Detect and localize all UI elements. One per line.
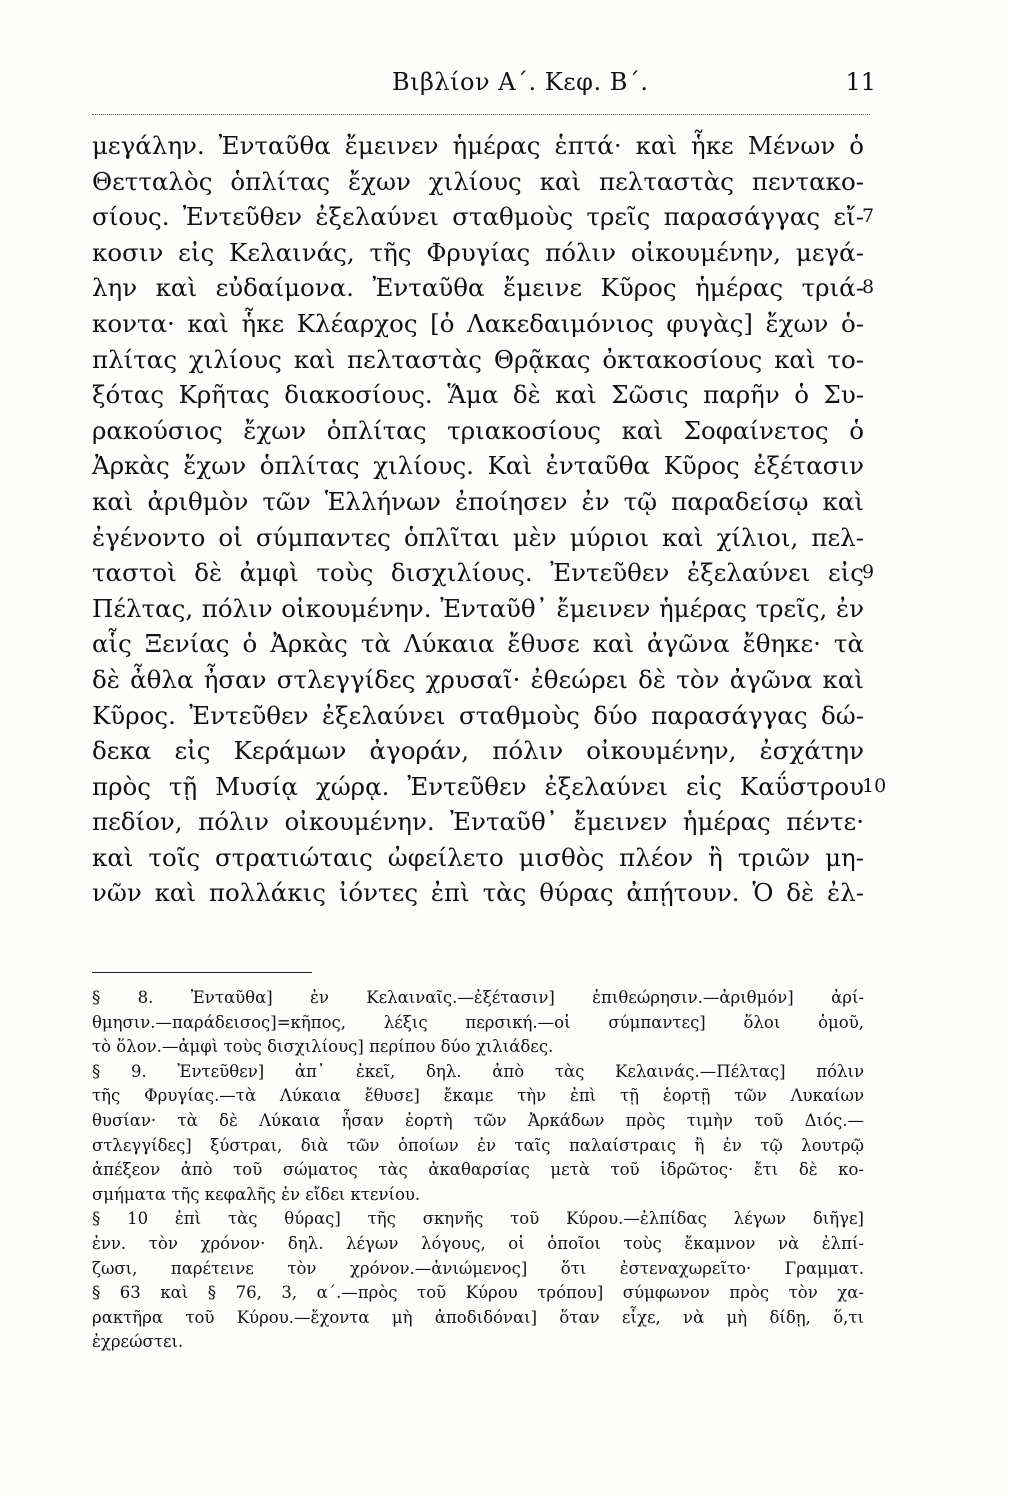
text-line: αἷς Ξενίας ὁ Ἀρκὰς τὰ Λύκαια ἔθυσε καὶ ἀγῶνα ἔθηκε· τὰ bbox=[92, 629, 864, 659]
text-line: ρακούσιος ἔχων ὁπλίτας τριακοσίους καὶ Σοφαίνετος ὁ bbox=[92, 415, 864, 445]
text-line: νῶν καὶ πολλάκις ἰόντες ἐπὶ τὰς θύρας ἀπῄτουν. Ὁ δὲ ἐλ- bbox=[92, 878, 864, 908]
text-line: ταστοὶ δὲ ἀμφὶ τοὺς δισχιλίους. Ἐντεῦθεν ἐξελαύνει εἰς 9 bbox=[92, 555, 864, 591]
text-line: μεγάλην. Ἐνταῦθα ἔμεινεν ἡμέρας ἑπτά· καὶ ἧκε Μένων ὁ bbox=[92, 131, 864, 160]
footnote-line: § 10 ἐπὶ τὰς θύρας] τῆς σκηνῆς τοῦ Κύρου.—ἐλπίδας λέγων διῆγε] bbox=[92, 1209, 864, 1229]
text-line: κοντα· καὶ ἧκε Κλέαρχος [ὁ Λακεδαιμόνιος φυγὰς] ἔχων ὁ- bbox=[92, 308, 864, 338]
footnote-line: ἀπέξεον ἀπὸ τοῦ σώματος τὰς ἀκαθαρσίας μετὰ τοῦ ἱδρῶτος· ἔτι δὲ κο- bbox=[92, 1160, 864, 1180]
footnote-line: ρακτῆρα τοῦ Κύρου.—ἔχοντα μὴ ἀποδιδόναι] ὅταν εἶχε, νὰ μὴ δίδῃ, ὅ,τι bbox=[92, 1307, 864, 1327]
footnote-line: θυσίαν· τὰ δὲ Λύκαια ἦσαν ἑορτὴ τῶν Ἀρκάδων πρὸς τιμὴν τοῦ Διός.— bbox=[92, 1110, 864, 1130]
page-number: 11 bbox=[845, 68, 876, 96]
footnote-line: ἐνν. τὸν χρόνον· δηλ. λέγων λόγους, οἱ ὁποῖοι τοὺς ἔκαμνον νὰ ἐλπί- bbox=[92, 1233, 864, 1253]
text-line: Ἀρκὰς ἔχων ὁπλίτας χιλίους. Καὶ ἐνταῦθα Κῦρος ἐξέτασιν bbox=[92, 451, 864, 481]
header-title: Βιβλίον Α΄. Κεφ. Β΄. bbox=[392, 68, 649, 96]
footnote-line: τῆς Φρυγίας.—τὰ Λύκαια ἔθυσε] ἔκαμε τὴν ἐπὶ τῇ ἑορτῇ τῶν Λυκαίων bbox=[92, 1086, 864, 1106]
main-text bbox=[92, 128, 887, 911]
footnotes bbox=[92, 986, 872, 1355]
text-line: πεδίον, πόλιν οἰκουμένην. Ἐνταῦθ᾽ ἔμεινεν ἡμέρας πέντε· bbox=[92, 807, 864, 837]
section-number: 9 bbox=[862, 561, 875, 584]
text-line: σίους. Ἐντεῦθεν ἐξελαύνει σταθμοὺς τρεῖς παρασάγγας εἴ- 7 bbox=[92, 199, 864, 235]
text-line: καὶ ἀριθμὸν τῶν Ἑλλήνων ἐποίησεν ἐν τῷ παραδείσῳ καὶ bbox=[92, 486, 864, 516]
text-line: λην καὶ εὐδαίμονα. Ἐνταῦθα ἔμεινε Κῦρος ἡμέρας τριά- 8 bbox=[92, 270, 864, 306]
text-line: Κῦρος. Ἐντεῦθεν ἐξελαύνει σταθμοὺς δύο παρασάγγας δώ- bbox=[92, 700, 864, 730]
text-line: δεκα εἰς Κεράμων ἀγοράν, πόλιν οἰκουμένην, ἐσχάτην bbox=[92, 736, 864, 766]
text-line: κοσιν εἰς Κελαινάς, τῆς Φρυγίας πόλιν οἰκουμένην, μεγά- bbox=[92, 237, 864, 267]
footnote-line: § 63 καὶ § 76, 3, α΄.—πρὸς τοῦ Κύρου τρόπου] σύμφωνον πρὸς τὸν χα- bbox=[92, 1283, 864, 1303]
footnote-line: ἐχρεώστει. bbox=[92, 1332, 184, 1352]
text-line: πρὸς τῇ Μυσίᾳ χώρᾳ. Ἐντεῦθεν ἐξελαύνει εἰς Καΰστρου 10 bbox=[92, 769, 864, 805]
text-line: ξότας Κρῆτας διακοσίους. Ἅμα δὲ καὶ Σῶσις παρῆν ὁ Συ- bbox=[92, 380, 864, 410]
section-number: 10 bbox=[862, 774, 887, 797]
footnote-rule bbox=[92, 972, 312, 973]
footnote-line: θμησιν.—παράδεισος]=κῆπος, λέξις περσική.—οἱ σύμπαντες] ὅλοι ὁμοῦ, bbox=[92, 1012, 864, 1032]
footnote-line: § 9. Ἐντεῦθεν] ἀπ᾽ ἐκεῖ, δηλ. ἀπὸ τὰς Κελαινάς.—Πέλτας] πόλιν bbox=[92, 1061, 864, 1081]
running-header bbox=[92, 68, 882, 108]
text-line: Πέλτας, πόλιν οἰκουμένην. Ἐνταῦθ᾽ ἔμεινεν ἡμέρας τρεῖς, ἐν bbox=[92, 593, 864, 623]
text-line: ἐγένοντο οἱ σύμπαντες ὁπλῖται μὲν μύριοι καὶ χίλιοι, πελ- bbox=[92, 522, 864, 552]
section-number: 7 bbox=[862, 205, 875, 228]
text-line: πλίτας χιλίους καὶ πελταστὰς Θρᾷκας ὀκτακοσίους καὶ το- bbox=[92, 344, 864, 374]
footnote-line: ζωσι, παρέτεινε τὸν χρόνον.—ἀνιώμενος] ὅτι ἐστεναχωρεῖτο· Γραμματ. bbox=[92, 1258, 864, 1278]
footnote-line: § 8. Ἐνταῦθα] ἐν Κελαιναῖς.—ἐξέτασιν] ἐπιθεώρησιν.—ἀριθμόν] ἀρί- bbox=[92, 988, 864, 1007]
footnote-line: τὸ ὅλον.—ἀμφὶ τοὺς δισχιλίους] περίπου δύο χιλιάδες. bbox=[92, 1037, 554, 1057]
text-line: Θετταλὸς ὁπλίτας ἔχων χιλίους καὶ πελταστὰς πεντακο- bbox=[92, 166, 864, 196]
section-number: 8 bbox=[862, 276, 875, 299]
text-line: καὶ τοῖς στρατιώταις ὠφείλετο μισθὸς πλέον ἢ τριῶν μη- bbox=[92, 842, 864, 872]
header-rule bbox=[92, 114, 870, 115]
footnote-line: στλεγγίδες] ξύστραι, διὰ τῶν ὁποίων ἐν ταῖς παλαίστραις ἢ ἐν τῷ λουτρῷ bbox=[92, 1135, 864, 1155]
footnote-line: σμήματα τῆς κεφαλῆς ἐν εἴδει κτενίου. bbox=[92, 1184, 421, 1204]
text-line: δὲ ἆθλα ἦσαν στλεγγίδες χρυσαῖ· ἐθεώρει δὲ τὸν ἀγῶνα καὶ bbox=[92, 664, 864, 694]
